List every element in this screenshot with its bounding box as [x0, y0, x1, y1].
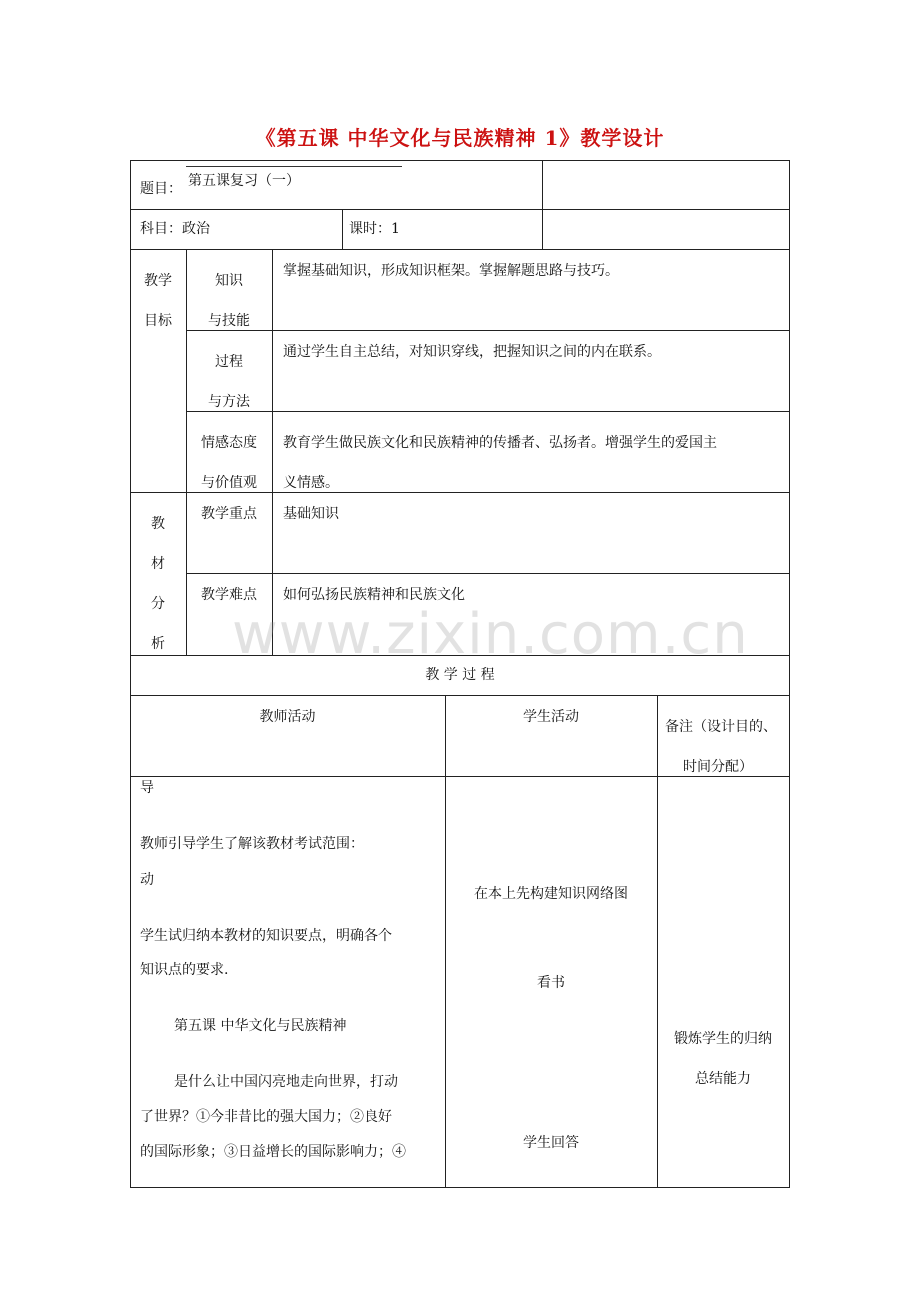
teacher-line: 第五课 中华文化与民族精神 [174, 1018, 347, 1034]
row-divider [130, 209, 790, 210]
topic-value: 第五课复习（一） [188, 173, 300, 189]
teacher-line: 教师引导学生了解该教材考试范围： [140, 836, 364, 852]
col-divider [445, 695, 446, 1188]
subject: 科目：政治 [140, 221, 210, 237]
col-student-header: 学生活动 [523, 709, 579, 725]
objective-content: 通过学生自主总结，对知识穿线，把握知识之间的内在联系。 [283, 344, 661, 360]
document-title: 《第五课 中华文化与民族精神 1》教学设计 [255, 126, 665, 150]
teacher-line: 的国际形象；③日益增长的国际影响力；④ [140, 1144, 406, 1160]
objectives-label-line1: 教学 [144, 273, 172, 289]
col-divider [542, 160, 543, 250]
col-divider [657, 695, 658, 1188]
objective-content: 教育学生做民族文化和民族精神的传播者、弘扬者。增强学生的爱国主 义情感。 [283, 435, 717, 491]
teacher-line: 了世界？①今非昔比的强大国力；②良好 [140, 1109, 392, 1125]
analysis-name: 教学难点 [201, 587, 257, 603]
col-note-header: 备注（设计目的、 时间分配） [665, 719, 777, 775]
topic-label: 题目： [140, 181, 182, 197]
analysis-content: 如何弘扬民族精神和民族文化 [283, 587, 465, 603]
teacher-line: 导 [140, 780, 154, 796]
teacher-line: 动 [140, 872, 154, 888]
objective-name: 情感态度 与价值观 [201, 435, 257, 491]
objective-name: 过程 与方法 [208, 354, 250, 410]
table-border-top [130, 160, 790, 161]
col-divider [272, 249, 273, 656]
row-divider [186, 411, 790, 412]
row-divider [186, 330, 790, 331]
teacher-line: 学生试归纳本教材的知识要点，明确各个 [140, 928, 392, 944]
objective-content: 掌握基础知识，形成知识框架。掌握解题思路与技巧。 [283, 263, 619, 279]
topic-underline [186, 166, 402, 167]
process-title: 教 学 过 程 [425, 667, 495, 683]
note-line: 锻炼学生的归纳 [674, 1031, 772, 1047]
class-hours: 课时：1 [349, 221, 400, 237]
watermark-text: www.zixin.com.cn [232, 602, 749, 667]
col-teacher-header: 教师活动 [259, 709, 316, 725]
objective-name: 知识 与技能 [208, 273, 250, 329]
objectives-label [130, 261, 186, 341]
col-divider [342, 209, 343, 250]
row-divider [130, 695, 790, 696]
teacher-line: 知识点的要求. [140, 962, 229, 978]
analysis-name: 教学重点 [201, 506, 257, 522]
student-line: 在本上先构建知识网络图 [474, 886, 628, 902]
note-line: 总结能力 [695, 1071, 751, 1087]
row-divider [186, 573, 790, 574]
table-border-bottom [130, 1187, 790, 1188]
analysis-label: 教 材 分 析 [151, 516, 165, 652]
objectives-label-line2: 目标 [144, 313, 172, 329]
analysis-content: 基础知识 [283, 506, 339, 522]
student-line: 看书 [537, 975, 565, 991]
teacher-line: 是什么让中国闪亮地走向世界，打动 [174, 1074, 398, 1090]
student-line: 学生回答 [523, 1135, 579, 1151]
row-divider [130, 655, 790, 656]
row-divider [130, 249, 790, 250]
